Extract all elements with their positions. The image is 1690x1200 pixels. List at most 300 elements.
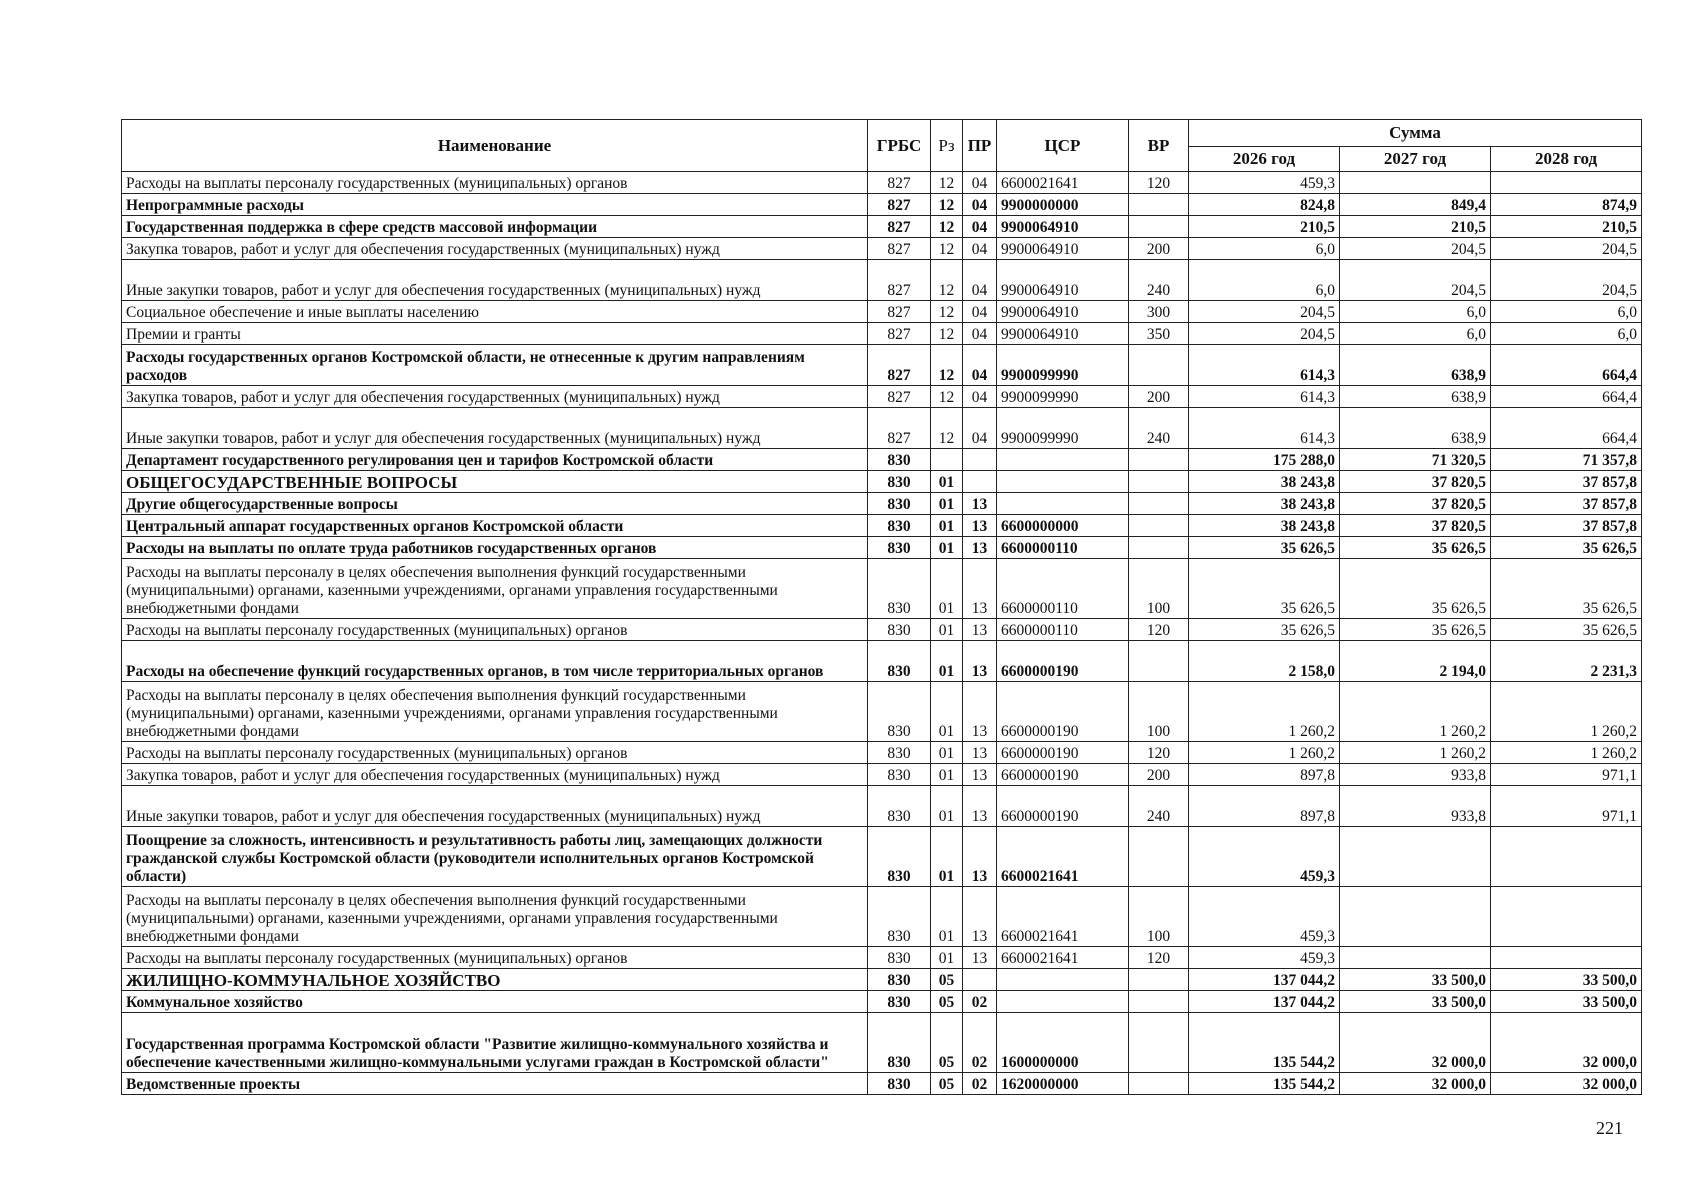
row-grbs: 830 xyxy=(868,559,931,619)
row-csr: 6600000110 xyxy=(997,619,1129,641)
row-2027: 33 500,0 xyxy=(1340,969,1491,991)
row-csr: 1600000000 xyxy=(997,1013,1129,1073)
row-rz: 12 xyxy=(931,323,963,345)
row-2026: 38 243,8 xyxy=(1189,515,1340,537)
row-csr: 9900099990 xyxy=(997,345,1129,386)
row-name: Департамент государственного регулирования цен и тарифов Костромской области xyxy=(122,449,868,471)
row-csr: 6600000190 xyxy=(997,786,1129,827)
table-body xyxy=(122,172,1642,1095)
row-vr xyxy=(1129,1013,1189,1073)
row-2027: 37 820,5 xyxy=(1340,515,1491,537)
row-2027: 204,5 xyxy=(1340,260,1491,301)
row-2027: 6,0 xyxy=(1340,323,1491,345)
row-2028: 971,1 xyxy=(1491,764,1642,786)
row-vr: 200 xyxy=(1129,238,1189,260)
row-csr: 1620000000 xyxy=(997,1073,1129,1095)
row-2027: 638,9 xyxy=(1340,345,1491,386)
row-name: Государственная программа Костромской области "Развитие жилищно-коммунального хозяйства и обеспечение качественными жилищно-коммунальными услугами граждан в Костромской области" xyxy=(122,1013,868,1073)
row-2026: 1 260,2 xyxy=(1189,682,1340,742)
row-rz: 12 xyxy=(931,260,963,301)
row-name: Закупка товаров, работ и услуг для обеспечения государственных (муниципальных) нужд xyxy=(122,238,868,260)
row-vr: 200 xyxy=(1129,764,1189,786)
row-csr: 6600000110 xyxy=(997,559,1129,619)
row-rz: 01 xyxy=(931,641,963,682)
row-2026: 824,8 xyxy=(1189,194,1340,216)
table-row xyxy=(122,172,1642,194)
row-pr: 04 xyxy=(963,345,997,386)
row-grbs: 830 xyxy=(868,682,931,742)
row-name: Расходы на выплаты персоналу государственных (муниципальных) органов xyxy=(122,619,868,641)
table-row xyxy=(122,887,1642,947)
table-row xyxy=(122,1013,1642,1073)
row-rz: 01 xyxy=(931,764,963,786)
row-pr: 13 xyxy=(963,682,997,742)
row-rz: 12 xyxy=(931,345,963,386)
row-2027: 1 260,2 xyxy=(1340,682,1491,742)
row-pr: 13 xyxy=(963,827,997,887)
row-rz: 01 xyxy=(931,887,963,947)
row-2028: 32 000,0 xyxy=(1491,1073,1642,1095)
row-pr: 02 xyxy=(963,1073,997,1095)
row-csr: 9900000000 xyxy=(997,194,1129,216)
row-2028 xyxy=(1491,827,1642,887)
row-csr xyxy=(997,991,1129,1013)
row-2028: 664,4 xyxy=(1491,386,1642,408)
row-csr: 9900064910 xyxy=(997,323,1129,345)
row-name: Закупка товаров, работ и услуг для обеспечения государственных (муниципальных) нужд xyxy=(122,764,868,786)
row-2026: 35 626,5 xyxy=(1189,559,1340,619)
row-pr: 04 xyxy=(963,216,997,238)
row-name: Центральный аппарат государственных органов Костромской области xyxy=(122,515,868,537)
row-2028: 210,5 xyxy=(1491,216,1642,238)
row-2026: 459,3 xyxy=(1189,172,1340,194)
row-vr xyxy=(1129,194,1189,216)
row-rz: 01 xyxy=(931,537,963,559)
row-2026: 6,0 xyxy=(1189,238,1340,260)
row-pr: 02 xyxy=(963,991,997,1013)
row-rz: 01 xyxy=(931,471,963,493)
row-csr: 9900099990 xyxy=(997,386,1129,408)
row-2028: 71 357,8 xyxy=(1491,449,1642,471)
row-pr: 04 xyxy=(963,408,997,449)
row-2026: 135 544,2 xyxy=(1189,1073,1340,1095)
row-2027: 933,8 xyxy=(1340,786,1491,827)
row-2026: 614,3 xyxy=(1189,345,1340,386)
row-vr: 240 xyxy=(1129,260,1189,301)
row-2027: 35 626,5 xyxy=(1340,537,1491,559)
table-row xyxy=(122,559,1642,619)
row-2026: 175 288,0 xyxy=(1189,449,1340,471)
row-grbs: 830 xyxy=(868,947,931,969)
table-row xyxy=(122,471,1642,493)
row-vr xyxy=(1129,991,1189,1013)
row-2026: 1 260,2 xyxy=(1189,742,1340,764)
table-row xyxy=(122,742,1642,764)
row-rz: 12 xyxy=(931,408,963,449)
row-grbs: 827 xyxy=(868,172,931,194)
row-name: Расходы на выплаты персоналу государственных (муниципальных) органов xyxy=(122,742,868,764)
table-row xyxy=(122,827,1642,887)
row-rz: 12 xyxy=(931,172,963,194)
row-2027: 933,8 xyxy=(1340,764,1491,786)
row-2026: 614,3 xyxy=(1189,386,1340,408)
row-grbs: 830 xyxy=(868,786,931,827)
row-vr: 300 xyxy=(1129,301,1189,323)
row-2027: 210,5 xyxy=(1340,216,1491,238)
row-2027: 849,4 xyxy=(1340,194,1491,216)
row-2028: 664,4 xyxy=(1491,408,1642,449)
row-name: Расходы на выплаты персоналу государственных (муниципальных) органов xyxy=(122,947,868,969)
row-rz: 12 xyxy=(931,216,963,238)
row-name: Государственная поддержка в сфере средств массовой информации xyxy=(122,216,868,238)
header-rz: Рз xyxy=(931,120,963,172)
row-vr: 120 xyxy=(1129,619,1189,641)
row-2027 xyxy=(1340,172,1491,194)
row-rz: 12 xyxy=(931,386,963,408)
row-pr: 04 xyxy=(963,194,997,216)
row-2028 xyxy=(1491,887,1642,947)
row-csr: 9900064910 xyxy=(997,238,1129,260)
row-grbs: 827 xyxy=(868,323,931,345)
row-2026: 6,0 xyxy=(1189,260,1340,301)
row-pr: 04 xyxy=(963,238,997,260)
row-vr xyxy=(1129,969,1189,991)
row-2028 xyxy=(1491,947,1642,969)
table-row xyxy=(122,493,1642,515)
row-pr: 13 xyxy=(963,641,997,682)
row-vr xyxy=(1129,537,1189,559)
row-vr xyxy=(1129,1073,1189,1095)
row-2026: 2 158,0 xyxy=(1189,641,1340,682)
row-2026: 459,3 xyxy=(1189,827,1340,887)
row-csr: 9900064910 xyxy=(997,216,1129,238)
row-vr xyxy=(1129,641,1189,682)
table-row xyxy=(122,1073,1642,1095)
row-rz: 01 xyxy=(931,682,963,742)
row-rz: 01 xyxy=(931,619,963,641)
row-2027: 37 820,5 xyxy=(1340,493,1491,515)
header-csr: ЦСР xyxy=(997,120,1129,172)
row-vr xyxy=(1129,471,1189,493)
row-grbs: 830 xyxy=(868,449,931,471)
row-pr: 04 xyxy=(963,301,997,323)
budget-table xyxy=(121,119,1642,1095)
row-rz: 12 xyxy=(931,238,963,260)
row-grbs: 830 xyxy=(868,742,931,764)
header-grbs: ГРБС xyxy=(868,120,931,172)
row-pr: 13 xyxy=(963,619,997,641)
row-2027: 1 260,2 xyxy=(1340,742,1491,764)
row-grbs: 830 xyxy=(868,887,931,947)
row-rz: 05 xyxy=(931,991,963,1013)
row-rz: 05 xyxy=(931,969,963,991)
row-csr: 6600021641 xyxy=(997,887,1129,947)
row-pr xyxy=(963,471,997,493)
row-vr: 200 xyxy=(1129,386,1189,408)
table-row xyxy=(122,969,1642,991)
table-row xyxy=(122,194,1642,216)
row-pr: 13 xyxy=(963,559,997,619)
header-2027: 2027 год xyxy=(1340,147,1491,172)
row-rz: 12 xyxy=(931,194,963,216)
row-csr: 9900064910 xyxy=(997,260,1129,301)
row-name: ЖИЛИЩНО-КОММУНАЛЬНОЕ ХОЗЯЙСТВО xyxy=(122,969,868,991)
table-row xyxy=(122,764,1642,786)
row-grbs: 830 xyxy=(868,764,931,786)
row-name: Расходы на выплаты персоналу в целях обеспечения выполнения функций государственными (муниципальными) органами, казенными учреждениями, органами управления государственными внебюджетными фондами xyxy=(122,887,868,947)
row-vr: 120 xyxy=(1129,742,1189,764)
row-name: Поощрение за сложность, интенсивность и результативность работы лиц, замещающих должности гражданской службы Костромской области (руководители исполнительных органов Костромской области) xyxy=(122,827,868,887)
row-pr: 04 xyxy=(963,172,997,194)
row-2028: 874,9 xyxy=(1491,194,1642,216)
row-name: Закупка товаров, работ и услуг для обеспечения государственных (муниципальных) нужд xyxy=(122,386,868,408)
row-2027: 71 320,5 xyxy=(1340,449,1491,471)
page-number: 221 xyxy=(1596,1118,1623,1138)
row-vr: 120 xyxy=(1129,172,1189,194)
row-grbs: 827 xyxy=(868,345,931,386)
row-grbs: 827 xyxy=(868,216,931,238)
row-vr xyxy=(1129,827,1189,887)
row-csr: 6600000190 xyxy=(997,742,1129,764)
table-row xyxy=(122,386,1642,408)
row-2028: 6,0 xyxy=(1491,323,1642,345)
row-csr xyxy=(997,449,1129,471)
row-2026: 459,3 xyxy=(1189,887,1340,947)
row-2028: 37 857,8 xyxy=(1491,515,1642,537)
header-2026: 2026 год xyxy=(1189,147,1340,172)
row-name: ОБЩЕГОСУДАРСТВЕННЫЕ ВОПРОСЫ xyxy=(122,471,868,493)
row-2026: 137 044,2 xyxy=(1189,991,1340,1013)
row-rz: 01 xyxy=(931,559,963,619)
row-csr: 6600000190 xyxy=(997,641,1129,682)
row-vr: 240 xyxy=(1129,408,1189,449)
row-2026: 897,8 xyxy=(1189,786,1340,827)
row-2027 xyxy=(1340,827,1491,887)
row-name: Коммунальное хозяйство xyxy=(122,991,868,1013)
row-pr: 13 xyxy=(963,742,997,764)
row-grbs: 830 xyxy=(868,493,931,515)
row-grbs: 830 xyxy=(868,1073,931,1095)
row-name: Иные закупки товаров, работ и услуг для обеспечения государственных (муниципальных) нужд xyxy=(122,260,868,301)
table-row xyxy=(122,991,1642,1013)
row-rz: 05 xyxy=(931,1013,963,1073)
row-2027: 638,9 xyxy=(1340,408,1491,449)
row-csr xyxy=(997,471,1129,493)
row-csr xyxy=(997,493,1129,515)
table-row xyxy=(122,301,1642,323)
row-vr xyxy=(1129,449,1189,471)
row-rz: 01 xyxy=(931,515,963,537)
row-grbs: 827 xyxy=(868,238,931,260)
row-2026: 35 626,5 xyxy=(1189,619,1340,641)
row-rz: 01 xyxy=(931,786,963,827)
row-2027: 33 500,0 xyxy=(1340,991,1491,1013)
row-2026: 38 243,8 xyxy=(1189,471,1340,493)
header-vr: ВР xyxy=(1129,120,1189,172)
row-2027 xyxy=(1340,947,1491,969)
row-vr: 100 xyxy=(1129,682,1189,742)
row-csr: 6600021641 xyxy=(997,827,1129,887)
row-pr: 13 xyxy=(963,764,997,786)
row-grbs: 827 xyxy=(868,386,931,408)
budget-table-container xyxy=(121,119,1642,1095)
row-grbs: 830 xyxy=(868,1013,931,1073)
table-row xyxy=(122,323,1642,345)
row-2028: 1 260,2 xyxy=(1491,742,1642,764)
table-row xyxy=(122,619,1642,641)
table-row xyxy=(122,216,1642,238)
table-header-row xyxy=(122,120,1642,147)
row-name: Иные закупки товаров, работ и услуг для обеспечения государственных (муниципальных) нужд xyxy=(122,408,868,449)
row-csr: 6600021641 xyxy=(997,172,1129,194)
row-2028: 971,1 xyxy=(1491,786,1642,827)
table-row xyxy=(122,449,1642,471)
row-grbs: 827 xyxy=(868,408,931,449)
table-row xyxy=(122,947,1642,969)
row-2027 xyxy=(1340,887,1491,947)
row-2026: 459,3 xyxy=(1189,947,1340,969)
row-vr xyxy=(1129,515,1189,537)
row-2026: 614,3 xyxy=(1189,408,1340,449)
row-name: Социальное обеспечение и иные выплаты населению xyxy=(122,301,868,323)
row-2026: 38 243,8 xyxy=(1189,493,1340,515)
row-vr xyxy=(1129,216,1189,238)
row-rz xyxy=(931,449,963,471)
row-2028: 35 626,5 xyxy=(1491,559,1642,619)
row-name: Ведомственные проекты xyxy=(122,1073,868,1095)
row-pr: 13 xyxy=(963,947,997,969)
row-name: Расходы на выплаты персоналу государственных (муниципальных) органов xyxy=(122,172,868,194)
row-csr: 6600000110 xyxy=(997,537,1129,559)
row-name: Премии и гранты xyxy=(122,323,868,345)
row-grbs: 830 xyxy=(868,991,931,1013)
table-row xyxy=(122,786,1642,827)
row-pr: 13 xyxy=(963,537,997,559)
row-rz: 01 xyxy=(931,827,963,887)
row-grbs: 830 xyxy=(868,969,931,991)
row-csr: 6600000190 xyxy=(997,682,1129,742)
row-rz: 05 xyxy=(931,1073,963,1095)
row-pr: 04 xyxy=(963,260,997,301)
row-vr: 350 xyxy=(1129,323,1189,345)
row-pr xyxy=(963,449,997,471)
row-grbs: 827 xyxy=(868,260,931,301)
header-2028: 2028 год xyxy=(1491,147,1642,172)
row-name: Расходы на выплаты персоналу в целях обеспечения выполнения функций государственными (муниципальными) органами, казенными учреждениями, органами управления государственными внебюджетными фондами xyxy=(122,559,868,619)
row-grbs: 827 xyxy=(868,194,931,216)
row-csr: 6600021641 xyxy=(997,947,1129,969)
row-2028: 35 626,5 xyxy=(1491,537,1642,559)
row-2028 xyxy=(1491,172,1642,194)
row-csr: 6600000190 xyxy=(997,764,1129,786)
row-name: Расходы на выплаты персоналу в целях обеспечения выполнения функций государственными (муниципальными) органами, казенными учреждениями, органами управления государственными внебюджетными фондами xyxy=(122,682,868,742)
row-2027: 6,0 xyxy=(1340,301,1491,323)
row-2028: 33 500,0 xyxy=(1491,991,1642,1013)
row-2026: 210,5 xyxy=(1189,216,1340,238)
table-row xyxy=(122,682,1642,742)
row-pr: 04 xyxy=(963,386,997,408)
row-grbs: 830 xyxy=(868,537,931,559)
row-2026: 897,8 xyxy=(1189,764,1340,786)
row-rz: 01 xyxy=(931,742,963,764)
table-row xyxy=(122,345,1642,386)
row-2027: 35 626,5 xyxy=(1340,559,1491,619)
table-row xyxy=(122,515,1642,537)
row-pr: 13 xyxy=(963,515,997,537)
row-name: Непрограммные расходы xyxy=(122,194,868,216)
row-csr xyxy=(997,969,1129,991)
row-rz: 01 xyxy=(931,947,963,969)
row-2028: 1 260,2 xyxy=(1491,682,1642,742)
row-pr: 02 xyxy=(963,1013,997,1073)
row-vr: 240 xyxy=(1129,786,1189,827)
header-sum: Сумма xyxy=(1189,120,1642,147)
row-csr: 9900099990 xyxy=(997,408,1129,449)
row-csr: 6600000000 xyxy=(997,515,1129,537)
row-grbs: 830 xyxy=(868,471,931,493)
row-name: Другие общегосударственные вопросы xyxy=(122,493,868,515)
row-name: Расходы на обеспечение функций государственных органов, в том числе территориальных органов xyxy=(122,641,868,682)
header-pr: ПР xyxy=(963,120,997,172)
row-2028: 32 000,0 xyxy=(1491,1013,1642,1073)
row-vr xyxy=(1129,345,1189,386)
row-pr xyxy=(963,969,997,991)
row-grbs: 830 xyxy=(868,641,931,682)
row-2027: 35 626,5 xyxy=(1340,619,1491,641)
row-2026: 204,5 xyxy=(1189,323,1340,345)
row-pr: 13 xyxy=(963,887,997,947)
table-row xyxy=(122,641,1642,682)
row-2028: 664,4 xyxy=(1491,345,1642,386)
row-2027: 2 194,0 xyxy=(1340,641,1491,682)
row-pr: 13 xyxy=(963,786,997,827)
row-2028: 35 626,5 xyxy=(1491,619,1642,641)
row-2027: 37 820,5 xyxy=(1340,471,1491,493)
row-2028: 33 500,0 xyxy=(1491,969,1642,991)
row-name: Расходы государственных органов Костромской области, не отнесенные к другим направлениям расходов xyxy=(122,345,868,386)
table-row xyxy=(122,408,1642,449)
row-rz: 12 xyxy=(931,301,963,323)
row-2028: 204,5 xyxy=(1491,260,1642,301)
row-2026: 35 626,5 xyxy=(1189,537,1340,559)
row-2028: 6,0 xyxy=(1491,301,1642,323)
row-2026: 135 544,2 xyxy=(1189,1013,1340,1073)
row-2028: 37 857,8 xyxy=(1491,493,1642,515)
row-vr: 100 xyxy=(1129,559,1189,619)
row-grbs: 830 xyxy=(868,827,931,887)
row-2028: 37 857,8 xyxy=(1491,471,1642,493)
row-vr: 100 xyxy=(1129,887,1189,947)
row-vr: 120 xyxy=(1129,947,1189,969)
row-pr: 13 xyxy=(963,493,997,515)
row-2028: 2 231,3 xyxy=(1491,641,1642,682)
row-grbs: 830 xyxy=(868,619,931,641)
row-grbs: 827 xyxy=(868,301,931,323)
row-name: Расходы на выплаты по оплате труда работников государственных органов xyxy=(122,537,868,559)
row-2027: 204,5 xyxy=(1340,238,1491,260)
table-row xyxy=(122,238,1642,260)
header-name: Наименование xyxy=(122,120,868,172)
row-2027: 32 000,0 xyxy=(1340,1073,1491,1095)
row-2027: 638,9 xyxy=(1340,386,1491,408)
row-name: Иные закупки товаров, работ и услуг для обеспечения государственных (муниципальных) нужд xyxy=(122,786,868,827)
row-rz: 01 xyxy=(931,493,963,515)
row-2026: 204,5 xyxy=(1189,301,1340,323)
row-pr: 04 xyxy=(963,323,997,345)
row-csr: 9900064910 xyxy=(997,301,1129,323)
row-2027: 32 000,0 xyxy=(1340,1013,1491,1073)
row-2026: 137 044,2 xyxy=(1189,969,1340,991)
